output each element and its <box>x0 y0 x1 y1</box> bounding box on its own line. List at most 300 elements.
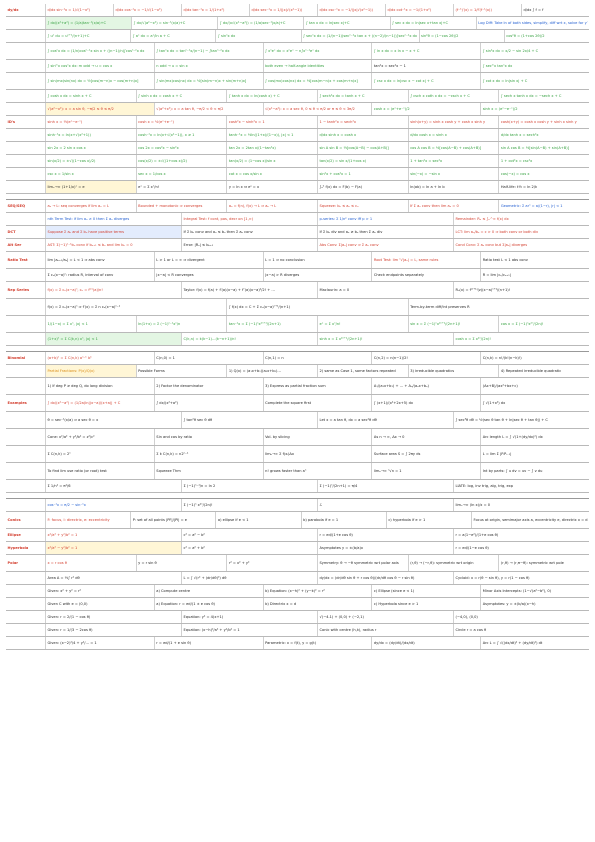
formula-cell: sinh⁻¹x = ln(x+√(x²+1)) <box>46 129 137 141</box>
formula-cell: Conic with centre (h,k), radius r <box>318 624 454 636</box>
formula-cell: L = 1 ⇒ no conclusion <box>264 252 373 268</box>
formula-cell: Arc length L = ∫ √(1+(dy/dx)²) dx <box>482 435 543 439</box>
sheet-row <box>6 299 589 316</box>
formula-cell: 1/(1−x) = Σ xⁿ, |x| < 1 <box>46 316 137 332</box>
formula-cell: Cone: x²/a² + y²/b² = z²/c² <box>46 429 155 445</box>
formula-cell: n! grows faster than aⁿ <box>264 463 373 479</box>
formula-cell: d/dx cot⁻¹x = −1/(1+x²) <box>386 4 454 16</box>
formula-cell: sinh x = ½(eˣ−e⁻ˣ) <box>46 116 137 128</box>
row-label <box>6 73 46 89</box>
formula-cell: aₙ → L: seq converges if lim aₙ = L <box>46 200 137 212</box>
formula-cell: tan 2x = 2tan x/(1−tan²x) <box>227 142 318 154</box>
formula-cell: P: set of all points |PF|/|Pl| = e <box>131 512 216 528</box>
formula-cell: If Σ bₙ conv and aₙ ≤ bₙ then Σ aₙ conv <box>182 226 318 238</box>
formula-cell: LIATE: log, inv trig, alg, trig, exp <box>455 484 514 488</box>
formula-cell: tan(x/2) = (1−cos x)/sin x <box>227 155 318 167</box>
formula-cell: dy/dx = (dy/dt)/(dx/dt) <box>372 637 481 649</box>
formula-cell: Root Test: lim ⁿ√|aₙ| = L, same rules <box>372 252 481 268</box>
row-label: SEQ/SEQ <box>6 200 46 212</box>
formula-cell: f(x) = Σ cₙ(x−a)ⁿ, cₙ = f⁽ⁿ⁾(a)/n! <box>46 282 182 298</box>
formula-cell: To find lim use ratio (or root) test <box>46 463 155 479</box>
formula-cell: cosh⁻¹x = ln(x+√(x²−1)), x ≥ 1 <box>137 129 228 141</box>
formula-cell: Vol. by slicing <box>264 429 373 445</box>
formula-cell: b) Directrix x = d <box>264 598 373 610</box>
sheet-row <box>6 181 589 194</box>
row-label <box>6 365 46 377</box>
sheet-row <box>6 365 589 378</box>
sheet-row <box>6 116 589 129</box>
formula-cell: C(n,0) = 1 <box>155 352 264 364</box>
formula-cell: cos⁻¹x = π/2 − sin⁻¹x <box>46 499 182 511</box>
formula-cell: a) ellipse if e < 1 <box>216 512 301 528</box>
formula-cell: Parametric: x = f(t), y = g(t) <box>264 637 373 649</box>
sheet-row <box>6 611 589 624</box>
sheet-row <box>6 624 589 637</box>
formula-cell: both even → half-angle identities <box>264 60 373 72</box>
formula-cell: |x−a| > R diverges <box>264 269 373 281</box>
formula-cell: a) Compute centre <box>155 585 264 597</box>
row-label: Binomial <box>6 352 46 364</box>
formula-cell: ∫ xⁿeˣ dx = xⁿeˣ − n∫xⁿ⁻¹eˣ dx <box>264 43 373 59</box>
sheet-row <box>6 168 589 181</box>
formula-cell: Minor Axis Intercepts: (1−√(a²−b²), 0) <box>482 589 552 593</box>
formula-cell: cos x = Σ (−1)ⁿx²ⁿ/(2n)! <box>500 322 544 326</box>
sheet-row <box>6 129 589 142</box>
formula-cell: ∫ sinᵐx cosⁿx dx: m odd → u = cos x <box>46 60 155 72</box>
formula-cell: Log Diff: Take ln of both sides, simplify, diff wrt x, solve for y′ <box>478 21 588 25</box>
formula-cell: ∫ cosⁿx dx = (1/n)cosⁿ⁻¹x sin x + ((n−1)/n)∫cosⁿ⁻²x dx <box>46 43 155 59</box>
formula-cell: Term-by-term diff/int preserves R <box>410 305 470 309</box>
formula-cell: Symmetry: θ → −θ symmetric wrt polar axis <box>318 555 409 571</box>
sheet-row <box>6 239 589 252</box>
row-label <box>6 103 46 115</box>
row-label: Examples <box>6 395 46 411</box>
formula-cell: limₓ→∞ (1+1/x)ˣ = e <box>46 181 137 193</box>
formula-cell: sinh x = (eˣ−e⁻ˣ)/2 <box>482 107 518 111</box>
formula-cell: ∫ tanⁿx dx = tanⁿ⁻¹x/(n−1) − ∫tanⁿ⁻²x dx <box>155 43 264 59</box>
formula-cell: ln(1+x) = Σ (−1)ⁿ⁻¹xⁿ/n <box>137 316 228 332</box>
formula-cell: Asymptotes y = ±(b/a)x <box>318 542 454 554</box>
formula-cell: Complete the square first <box>264 395 373 411</box>
formula-cell: ∫ sin²x dx = x/2 − sin 2x/4 + C <box>482 49 539 53</box>
formula-cell: d/dx tan⁻¹x = 1/(1+x²) <box>182 4 250 16</box>
formula-cell: cosh x = (eˣ+e⁻ˣ)/2 <box>372 103 481 115</box>
formula-sheet <box>6 4 589 650</box>
row-label <box>6 17 46 29</box>
formula-cell: Σ C(n,k) = 2ⁿ <box>46 446 155 462</box>
row-label <box>6 611 46 623</box>
row-label <box>6 598 46 610</box>
formula-cell: If Σ aₙ conv then lim aₙ = 0 <box>409 200 500 212</box>
formula-cell: 1) Q(x) = (a₁x+b₁)(a₂x+b₂)… <box>227 365 318 377</box>
row-label: Conics <box>6 512 46 528</box>
formula-cell: (−4,0), (0,0) <box>455 615 478 619</box>
formula-cell: d/dx sec⁻¹x = 1/(|x|√(x²−1)) <box>250 4 318 16</box>
formula-cell: a) Equation: r = ed/(1 ± e cos θ) <box>155 598 264 610</box>
row-label <box>6 155 46 167</box>
sheet-row <box>6 43 589 60</box>
formula-cell: ∫ sec³θ dθ = ½(sec θ tan θ + ln|sec θ + tan θ|) + C <box>455 418 548 422</box>
formula-cell: cos(x/2) = ±√((1+cos x)/2) <box>137 155 228 167</box>
formula-cell: lim |aₙ₊₁/aₙ| = L < 1 ⇒ abs conv <box>46 252 155 268</box>
formula-cell: b) parabola if e = 1 <box>302 512 387 528</box>
row-label <box>6 43 46 59</box>
formula-cell: LCT: lim aₙ/bₙ = c > 0 ⇒ both conv or both div <box>455 230 539 234</box>
formula-cell: y = r sin θ <box>137 555 228 571</box>
formula-cell: C(n,k) = n!/(k!(n−k)!) <box>482 356 522 360</box>
formula-cell: tanh⁻¹x = ½ln((1+x)/(1−x)), |x| < 1 <box>227 129 318 141</box>
formula-cell: Let x = a tan θ, dx = a sec²θ dθ <box>318 412 454 428</box>
formula-cell: Geometric: Σ arⁿ = a/(1−r), |r| < 1 <box>500 204 563 208</box>
formula-cell: ∫ dx/(x²+a²) = (1/a)tan⁻¹(x/a)+C <box>46 17 132 29</box>
formula-cell: sin A cos B = ½[sin(A−B) + sin(A+B)] <box>500 146 570 150</box>
formula-cell: L > 1 or L = ∞ ⇒ divergent <box>155 252 264 268</box>
formula-cell: cosh x = Σ x²ⁿ/(2n)! <box>455 337 491 341</box>
formula-cell: ∫ dx/(x²−a²) = (1/2a)ln|(x−a)/(x+a)| + C <box>46 395 155 411</box>
sheet-row <box>6 512 589 529</box>
formula-cell: x²/a² + y²/b² = 1 <box>46 529 182 541</box>
sheet-row <box>6 142 589 155</box>
formula-cell: limₓ→∞ (ln x)/x = 0 <box>455 503 491 507</box>
formula-cell: cos(−x) = cos x <box>500 172 530 176</box>
row-label <box>6 463 46 479</box>
formula-cell: ∫ sin(mx)sin(nx) dx = ½[cos(m−n)x − cos(m+n)x] <box>46 73 155 89</box>
formula-cell: ℒ <box>318 499 454 511</box>
formula-cell: dy/dx = (dr/dθ sin θ + r cos θ)/(dr/dθ cos θ − r sin θ) <box>318 572 454 584</box>
formula-cell: n odd → u = sin x <box>155 60 264 72</box>
row-label: Hyperbola <box>6 542 46 554</box>
formula-cell: Taylor: f(x) = f(a) + f′(a)(x−a) + f″(a)(x−a)²/2! + … <box>182 282 318 298</box>
formula-cell: c) Ellipse (since e < 1) <box>372 585 481 597</box>
formula-cell: ln(ab) = ln a + ln b <box>409 181 500 193</box>
formula-cell: ∫ cot x dx = ln|sin x| + C <box>482 79 528 83</box>
sheet-row <box>6 213 589 226</box>
formula-cell: x = r cos θ <box>46 555 137 571</box>
formula-cell: 2) Factor the denominator <box>155 378 264 394</box>
formula-cell: cos A cos B = ½[cos(A−B) + cos(A+B)] <box>409 142 500 154</box>
formula-cell: (1+x)ᵏ = Σ C(k,n) xⁿ, |x| < 1 <box>46 333 182 345</box>
row-label <box>6 316 46 332</box>
formula-cell: sin x = Σ (−1)ⁿx²ⁿ⁺¹/(2n+1)! <box>409 316 500 332</box>
formula-cell: ∫ sech x tanh x dx = −sech x + C <box>500 94 562 98</box>
sheet-row <box>6 529 589 542</box>
row-label <box>6 168 46 180</box>
formula-cell: cosh x = ½(eˣ+e⁻ˣ) <box>137 116 228 128</box>
formula-cell: ∫ cos(mx)cos(nx) dx = ½[cos(m−n)x + cos(m+n)x] <box>264 73 373 89</box>
formula-cell: Squeeze Thm <box>155 463 264 479</box>
formula-cell: ∫ uⁿ du = uⁿ⁺¹/(n+1)+C <box>46 30 131 42</box>
formula-cell: r = ed/(1 + e sin θ) <box>155 637 264 649</box>
formula-cell: ∫ (x+1)/(x²+2x+5) dx <box>372 395 481 411</box>
formula-cell: r = ed/(1+e cos θ) <box>318 529 454 541</box>
formula-cell: Area A = ½∫ r² dθ <box>46 572 182 584</box>
row-label: dy/dx <box>6 4 46 16</box>
formula-cell: Given: (x−2)²/4 + y²/… = 1 <box>46 637 155 649</box>
formula-cell: Error: |Rₙ| ≤ bₙ₊₁ <box>182 239 318 251</box>
sheet-row <box>6 90 589 103</box>
formula-cell: c) hyperbola if e > 1 <box>387 512 472 528</box>
sheet-row <box>6 4 589 17</box>
row-label <box>6 412 46 428</box>
formula-cell: Σ (−1)ⁿ/(2n+1) = π/4 <box>318 480 454 492</box>
formula-cell: r = a(1−e²)/(1+e cos θ) <box>455 533 499 537</box>
formula-cell: sin²x + cos²x = 1 <box>318 168 409 180</box>
row-label <box>6 30 46 42</box>
formula-cell: d/dx tanh x = sech²x <box>500 133 539 137</box>
formula-cell: limₙ→∞ Σ f(xᵢ)Δx <box>264 446 373 462</box>
formula-cell: Given: r = 2/(1 − cos θ) <box>46 611 182 623</box>
formula-cell: cosh(x+y) = cosh x cosh y + sinh x sinh y <box>500 120 577 124</box>
formula-cell: (Ax+B)/(ax²+bx+c) <box>482 384 518 388</box>
formula-cell: tan²x = sec²x − 1 <box>372 60 481 72</box>
formula-cell: sin 2x = 2 sin x cos x <box>46 142 137 154</box>
formula-cell: √(x²−a²): x = a sec θ, 0 ≤ θ < π/2 or π ≤ θ < 3π/2 <box>264 103 373 115</box>
row-label <box>6 585 46 597</box>
sheet-row <box>6 351 589 365</box>
formula-cell: csc x = 1/sin x <box>46 168 137 180</box>
formula-cell: d/dx sinh x = cosh x <box>318 129 409 141</box>
formula-cell: Given C with e = (0,0) <box>46 598 155 610</box>
row-label: ID's <box>6 116 46 128</box>
formula-cell: |x−a| < R converges <box>155 269 264 281</box>
formula-cell: c² = a² − b² <box>182 529 318 541</box>
formula-cell: 1 + tan²x = sec²x <box>409 155 500 167</box>
formula-cell: A₁/(a₁x+b₁) + … + Aₙ/(aₙx+bₙ) <box>372 378 481 394</box>
formula-cell: b) Equation: (x−h)² + (y−k)² = r² <box>264 585 373 597</box>
formula-cell: ∫ dx/(x²+a²) <box>155 395 264 411</box>
formula-cell: 3) irreducible quadratics <box>409 365 500 377</box>
formula-cell: R = lim |cₙ/cₙ₊₁| <box>482 273 511 277</box>
formula-cell: x²/a² − y²/b² = 1 <box>46 542 182 554</box>
formula-cell: 1 + cot²x = csc²x <box>500 159 533 163</box>
formula-cell: AST: Σ(−1)ⁿ⁻¹bₙ conv if bₙ₊₁ ≤ bₙ and lim bₙ = 0 <box>46 239 182 251</box>
formula-cell: sinh x = Σ x²ⁿ⁺¹/(2n+1)! <box>318 333 454 345</box>
formula-cell: d/dx ∫ f = f <box>523 8 544 12</box>
sheet-row <box>6 269 589 282</box>
formula-cell: Rₙ(x) = f⁽ⁿ⁺¹⁾(z)(x−a)ⁿ⁺¹/(n+1)! <box>455 288 511 292</box>
row-label <box>6 624 46 636</box>
row-label <box>6 269 46 281</box>
formula-cell: Cond Conv: Σ aₙ conv but Σ|aₙ| diverges <box>455 243 528 247</box>
row-label <box>6 299 46 315</box>
sheet-row <box>6 73 589 90</box>
sheet-row <box>6 637 589 650</box>
formula-cell: Remainder: Rₙ ≤ ∫ₙ^∞ f(x) dx <box>455 217 509 221</box>
formula-cell: Σ (−1)ⁿ⁻¹/n = ln 2 <box>182 480 318 492</box>
formula-cell: limₙ→∞ ⁿ√n = 1 <box>372 463 481 479</box>
formula-cell: ∫ dx/√(a²−x²) = sin⁻¹(x/a)+C <box>132 17 218 29</box>
formula-cell: nth Term Test: if lim aₙ ≠ 0 then Σ aₙ diverges <box>46 213 182 225</box>
formula-cell: C(k,n) = k(k−1)…(k−n+1)/n! <box>182 333 318 345</box>
formula-cell: cos²θ = (1+cos 2θ)/2 <box>506 34 545 38</box>
sheet-row <box>6 155 589 168</box>
formula-cell: ∫ tan x dx = ln|sec x|+C <box>304 17 390 29</box>
formula-cell: d/dx csc⁻¹x = −1/(|x|√(x²−1)) <box>318 4 386 16</box>
formula-cell: ∫ tan²θ sec θ dθ <box>182 412 318 428</box>
formula-cell: y = ln x ⇔ eʸ = x <box>227 181 318 193</box>
formula-cell: Abs Conv: Σ|aₙ| conv ⇒ Σ aₙ conv <box>318 239 454 251</box>
sheet-row <box>6 333 589 346</box>
formula-cell: Maclaurin: a = 0 <box>318 282 454 298</box>
row-label <box>6 142 46 154</box>
formula-cell: c² = a² + b² <box>182 542 318 554</box>
formula-cell: ∫ cosh x dx = sinh x + C <box>46 90 137 102</box>
formula-cell: ∫ dx/(x√(x²−a²)) = (1/a)sec⁻¹|x/a|+C <box>218 17 304 29</box>
formula-cell: ∫ sinh x dx = cosh x + C <box>137 90 228 102</box>
formula-cell: Half-life: t½ = ln 2/k <box>500 185 538 189</box>
formula-cell: sin A sin B = ½[cos(A−B) − cos(A+B)] <box>318 142 409 154</box>
formula-cell: 2) same as Case 1, some factors repeated <box>318 365 409 377</box>
formula-cell: Int by parts: ∫ u dv = uv − ∫ v du <box>482 469 543 473</box>
row-label: Rep Series <box>6 282 46 298</box>
formula-cell: eˣ = Σ xⁿ/n! <box>318 316 409 332</box>
formula-cell: Ratio test L < 1 abs conv <box>482 258 528 262</box>
sheet-row <box>6 395 589 412</box>
row-label: Ellipse <box>6 529 46 541</box>
sheet-row <box>6 60 589 73</box>
formula-cell: Possible Forms <box>137 365 228 377</box>
formula-cell: Σ k C(n,k) = n2ⁿ⁻¹ <box>155 446 264 462</box>
formula-cell: aₙ = f(n), f(x) → L ⇒ aₙ → L <box>227 200 318 212</box>
formula-cell: Integral Test: f cont, pos, decr on [1,∞) <box>182 213 318 225</box>
formula-cell: 1 − tanh²x = sech²x <box>318 116 409 128</box>
formula-cell: cot x = cos x/sin x <box>227 168 318 180</box>
row-label <box>6 446 46 462</box>
formula-cell: Asymptotes: y = ±(b/a)(x−h) <box>482 602 536 606</box>
formula-cell: (a+b)ⁿ = Σ C(n,k) aⁿ⁻ᵏ bᵏ <box>46 352 155 364</box>
formula-cell: sec x = 1/cos x <box>137 168 228 180</box>
formula-cell: d/dx sin⁻¹x = 1/√(1−x²) <box>46 4 114 16</box>
sheet-row <box>6 282 589 299</box>
formula-cell: Arc L = ∫ √((dx/dt)² + (dy/dt)²) dt <box>482 641 543 645</box>
formula-cell: √(a²−x²): x = a sin θ, −π/2 ≤ θ ≤ π/2 <box>46 103 155 115</box>
sheet-row <box>6 498 589 512</box>
row-label: Alt Ser <box>6 239 46 251</box>
sheet-row <box>6 572 589 585</box>
formula-cell: L = ∫ √(r² + (dr/dθ)²) dθ <box>182 572 318 584</box>
formula-cell: C(n,2) = n(n−1)/2! <box>372 352 481 364</box>
formula-cell: 3) Express as partial fraction sum <box>264 378 373 394</box>
formula-cell: ∫ sinⁿx dx <box>216 30 301 42</box>
row-label: DCT <box>6 226 46 238</box>
row-label <box>6 129 46 141</box>
formula-cell: ∫ √(1+x²) dx <box>482 401 506 405</box>
row-label <box>6 572 46 584</box>
row-label <box>6 90 46 102</box>
formula-cell: L = lim Σ |PᵢPᵢ₋₁| <box>482 452 512 456</box>
formula-cell: d/dx cosh x = sinh x <box>409 129 500 141</box>
formula-cell: (r,θ) → (r,π−θ): symmetric wrt pole <box>500 561 564 565</box>
formula-cell: √(−4.1) + (0,0) + (−2,1) <box>318 611 454 623</box>
row-label <box>6 378 46 394</box>
formula-cell: ∫ csch x coth x dx = −csch x + C <box>409 90 500 102</box>
formula-cell: 1) If deg P ≥ deg Q, do long division <box>46 378 155 394</box>
formula-cell: d/dx cos⁻¹x = −1/√(1−x²) <box>114 4 182 16</box>
formula-cell: tan⁻¹x = Σ (−1)ⁿx²ⁿ⁺¹/(2n+1) <box>227 316 318 332</box>
formula-cell: sin²θ = (1−cos 2θ)/2 <box>420 30 505 42</box>
formula-cell: Σ (−1)ⁿ x²ⁿ/(2n)! <box>182 499 318 511</box>
formula-cell: r = ed/(1−e cos θ) <box>455 546 489 550</box>
row-label: Ratio Test <box>6 252 46 268</box>
row-label <box>6 637 46 649</box>
formula-cell: Circle r = a cos θ <box>455 628 487 632</box>
formula-cell: ∫ sin(mx)cos(nx) dx = ½[sin(m−n)x + sin(m+n)x] <box>155 73 264 89</box>
sheet-row <box>6 542 589 555</box>
formula-cell: ∫ tanh x dx = ln(cosh x) + C <box>227 90 318 102</box>
formula-cell: Given: x² + y² = r² <box>46 585 155 597</box>
formula-cell: f(x) = Σ cₙ(x−a)ⁿ ⇒ f′(x) = Σ n cₙ(x−a)ⁿ⁻¹ <box>46 299 227 315</box>
formula-cell: (r,θ) → (−r,θ): symmetric wrt origin <box>409 555 500 571</box>
formula-cell: Surface area S = ∫ 2πy ds <box>372 446 481 462</box>
row-label <box>6 60 46 72</box>
formula-cell: Σ cₙ(x−a)ⁿ: radius R, interval of conv <box>46 269 155 281</box>
formula-cell: ∫ secⁿx dx = (1/(n−1))secⁿ⁻²x tan x + ((n−2)/(n−1))∫secⁿ⁻²x dx <box>302 30 420 42</box>
formula-cell: As n → ∞, Δx → 0 <box>372 429 481 445</box>
formula-cell: ∫ sec x dx = ln|sec x+tan x|+C <box>391 17 477 29</box>
formula-cell: √(a²+x²): x = a tan θ, −π/2 < θ < π/2 <box>155 103 264 115</box>
formula-cell: θ = sec⁻¹(x/a) ⇒ a sec θ = x <box>46 412 182 428</box>
formula-cell: sin(−x) = −sin x <box>409 168 500 180</box>
sheet-row <box>6 463 589 480</box>
formula-cell: C(n,1) = n <box>264 352 373 364</box>
formula-cell: Equation: y² = 4(x+1) <box>182 611 318 623</box>
formula-cell: ∫ₐᵇ f(x) dx = F(b) − F(a) <box>318 181 409 193</box>
formula-cell: Σ 1/n² = π²/6 <box>46 480 182 492</box>
sheet-row <box>6 412 589 429</box>
formula-cell: F: focus, l: directrix, e: eccentricity <box>46 512 131 528</box>
formula-cell: ∫ f(x) dx = C + Σ cₙ(x−a)ⁿ⁺¹/(n+1) <box>227 299 408 315</box>
formula-cell: 4) Repeated irreducible quadratic <box>500 369 562 373</box>
sheet-row <box>6 30 589 43</box>
formula-cell: Sin and cos by ratio <box>155 429 264 445</box>
sheet-row <box>6 598 589 611</box>
sheet-row <box>6 585 589 598</box>
formula-cell: p-series: Σ 1/nᵖ conv iff p > 1 <box>318 213 454 225</box>
row-label <box>6 333 46 345</box>
formula-cell: ∫ aˣ dx = aˣ/ln a + C <box>131 30 216 42</box>
sheet-row <box>6 555 589 572</box>
formula-cell: c) Hyperbola since e > 1 <box>372 598 481 610</box>
sheet-row <box>6 17 589 30</box>
sheet-row <box>6 316 589 333</box>
formula-cell: eˣ = Σ xⁿ/n! <box>137 181 228 193</box>
formula-cell: sinh(x+y) = sinh x cosh y + cosh x sinh y <box>409 116 500 128</box>
formula-cell: If Σ bₙ div and aₙ ≥ bₙ then Σ aₙ div <box>318 226 454 238</box>
row-label <box>6 480 46 492</box>
formula-cell: Check endpoints separately <box>372 269 481 281</box>
sheet-row <box>6 252 589 269</box>
formula-cell: ∫ sech²x dx = tanh x + C <box>318 90 409 102</box>
sheet-row <box>6 429 589 446</box>
formula-cell: r² = x² + y² <box>227 555 318 571</box>
formula-cell: cos 2x = cos²x − sin²x <box>137 142 228 154</box>
row-label: Polar <box>6 555 46 571</box>
formula-cell: Focus at origin, semimajor axis a, eccentricity e, directrix x = d <box>473 518 588 522</box>
formula-cell: tan(x/2) = sin x/(1+cos x) <box>318 155 409 167</box>
formula-cell: cosh²x − sinh²x = 1 <box>227 116 318 128</box>
formula-cell: Squeeze: bₙ ≤ aₙ ≤ cₙ <box>318 200 409 212</box>
sheet-row <box>6 446 589 463</box>
formula-cell: Equation: (x−h)²/a² + y²/b² = 1 <box>182 624 318 636</box>
row-label <box>6 499 46 511</box>
formula-cell: Suppose Σ aₙ and Σ bₙ have positive terms <box>46 226 182 238</box>
formula-cell: ∫ csc x dx = ln|csc x − cot x| + C <box>372 73 481 89</box>
formula-cell: Cycloid: x = r(θ − sin θ), y = r(1 − cos θ) <box>455 576 530 580</box>
sheet-row <box>6 378 589 395</box>
formula-cell: Bounded + monotonic ⇒ converges <box>137 200 228 212</box>
sheet-row <box>6 226 589 239</box>
formula-cell: ∫ ln x dx = x ln x − x + C <box>372 43 481 59</box>
